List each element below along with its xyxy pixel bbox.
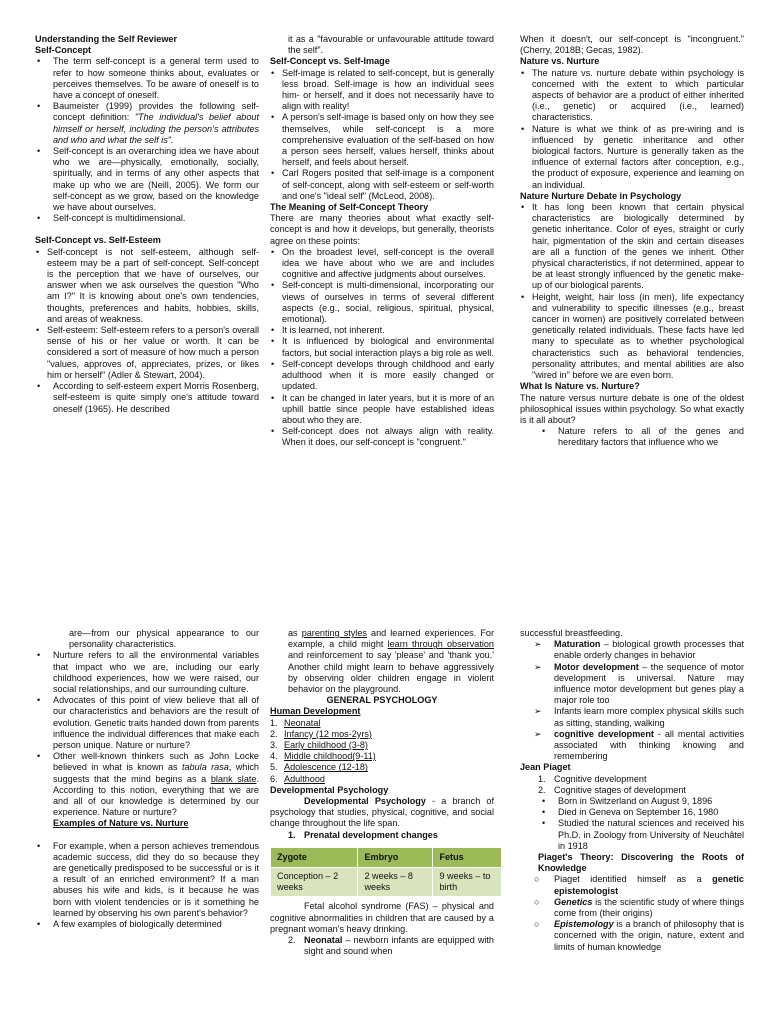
list-item: ○ Piaget identified himself as a genetic epistemologist — [520, 874, 744, 896]
list-item: • A few examples of biologically determined — [35, 919, 259, 930]
list-item: 2. Neonatal – newborn infants are equipped with sight and sound when — [270, 935, 494, 957]
table-header: Embryo — [358, 847, 433, 867]
heading-what-is: What Is Nature vs. Nurture? — [520, 381, 640, 392]
stage-link[interactable]: Infancy (12 mos-2yrs) — [284, 728, 372, 739]
list-item: 2. Cognitive stages of development — [520, 785, 744, 796]
stage-list — [270, 718, 494, 785]
top-column-3 — [520, 34, 744, 449]
list-item: • Carl Rogers posited that self-image is a component of self-concept, along with self-esteem or self-worth and one's "ideal self" (McLeod, 2008). — [270, 168, 494, 202]
stage-link[interactable]: Adulthood — [284, 773, 325, 784]
heading-developmental-psychology: Developmental Psychology — [270, 784, 389, 795]
heading-debate: Nature Nurture Debate in Psychology — [520, 190, 682, 201]
bottom-column-1 — [35, 628, 259, 930]
list-item: ➢ cognitive development - all mental activities associated with thinking knowing and remembering — [520, 729, 744, 763]
list-item: • Died in Geneva on September 16, 1980 — [520, 807, 744, 818]
heading-nature-nurture: Nature vs. Nurture — [520, 56, 600, 67]
list-item: 1. Prenatal development changes — [270, 830, 494, 841]
list-item: • Nurture refers to all the environmental variables that impact who we are, including our early childhood experiences, how we were raised, our social relationships, and our surrounding culture. — [35, 650, 259, 695]
list-item: • Self-concept is multidimensional. — [35, 213, 259, 224]
page-bottom — [0, 560, 768, 1024]
heading-self-concept: Self-Concept — [35, 45, 92, 56]
stage-item[interactable] — [270, 751, 494, 762]
list-item: • Self-concept is an overarching idea we have about who we are—physically, emotionally, socially, spiritually, and in terms of any other aspects that make up who we are (Neill, 2005). We form our self-concept as we grow, based on the knowledge we have about ourselves. — [35, 146, 259, 213]
list-item: ○ Epistemology is a branch of philosophy that is concerned with the origin, nature, extent and limits of human knowledge — [520, 919, 744, 953]
list-item: • Self-concept develops through childhood and early adulthood when it is more easily changed or updated. — [270, 359, 494, 393]
list-item: • Self-esteem: Self-esteem refers to a person's overall sense of his or her value or worth. It can be considered a sort of measure of how much a person "values, approves of, appreciates, prizes, or likes him or herself" (Adler & Stewart, 2004). — [35, 325, 259, 381]
heading-jean-piaget: Jean Piaget — [520, 762, 571, 773]
stage-item[interactable] — [270, 774, 494, 785]
blank-slate-link[interactable]: blank slate — [210, 773, 257, 784]
bottom-column-3 — [520, 628, 744, 953]
page-separator — [0, 524, 768, 560]
stage-link[interactable]: Middle childhood(9-11) — [284, 751, 376, 762]
list-item: • Baumeister (1999) provides the following self-concept definition: "The individual's belief about himself or herself, including the person's attributes and who and what the self is". — [35, 101, 259, 146]
paragraph: Fetal alcohol syndrome (FAS) – physical and cognitive abnormalities in children that are caused by a pregnant woman's heavy drinking. — [270, 901, 494, 934]
learn-through-observation-link[interactable]: learn through observation — [387, 639, 494, 650]
table-header: Zygote — [271, 847, 358, 867]
list-item: • For example, when a person achieves tremendous academic success, did they do so because they are genetically predisposed to be successful or is it a result of an enriched environment? If a man abuses his wife and kids, is it because he was born with violent tendencies or is it something he learned by observing his own parent's behavior? — [35, 841, 259, 919]
list-item: ➢ Motor development – the sequence of motor development is universal. Nature may influence motor development but genes play a major role too — [520, 662, 744, 707]
list-item: • Advocates of this point of view believe that all of our characteristics and behaviors are the result of evolution. Genetic traits handed down from parents influence the individual differences that make each person unique. Nature or nurture? — [35, 695, 259, 751]
list-item: • Self-image is related to self-concept, but is generally less broad. Self-image is how an individual sees him- or herself, and it does not necessarily have to align with reality! — [270, 68, 494, 113]
continued-text: it as a "favourable or unfavourable attitude toward the self". — [288, 34, 494, 56]
continued-text: When it doesn't, our self-concept is "incongruent." (Cherry, 2018B; Gecas, 1982). — [520, 34, 744, 56]
list-item: • Other well-known thinkers such as John Locke believed in what is known as tabula rasa, which suggests that the mind begins as a blank slate. According to this notion, everything that we are and all of our knowledge is determined by our experience. Nature or nurture? — [35, 751, 259, 818]
heading-self-esteem: Self-Concept vs. Self-Esteem — [35, 235, 161, 246]
list-item: • It has long been known that certain physical characteristics are biologically determined by genetic inheritance. Color of eyes, straight or curly hair, pigmentation of the skin and certain diseases are all a function of the genes we inherit. Other physical characteristics, if not determined, appear to be at least strongly influenced by the genetic make-up of our biological parents. — [520, 202, 744, 292]
list-item: • The term self-concept is a general term used to refer to how someone thinks about, evaluates or perceives themselves. To be aware of oneself is to have a concept of oneself. — [35, 56, 259, 101]
table-cell: 9 weeks – to birth — [433, 868, 502, 897]
table-cell: Conception – 2 weeks — [271, 868, 358, 897]
parenting-styles-link[interactable]: parenting styles — [301, 628, 367, 638]
prenatal-table — [270, 847, 502, 898]
theory-intro: There are many theories about what exactly self-concept is and how it develops, but generally, theorists agree on these points: — [270, 213, 494, 246]
list-item: • Self-concept is not self-esteem, although self-esteem may be a part of self-concept. Self-concept is the perception that we have of ourselves, our answer when we ask ourselves the question "Who am I?" It is knowing about one's own tendencies, thoughts, preferences and habits, hobbies, skills, and areas of weakness. — [35, 247, 259, 325]
document-title: Understanding the Self Reviewer — [35, 34, 177, 44]
list-item: • Born in Switzerland on August 9, 1896 — [520, 796, 744, 807]
table-cell: 2 weeks – 8 weeks — [358, 868, 433, 897]
stage-item[interactable] — [270, 729, 494, 740]
stage-item[interactable] — [270, 762, 494, 773]
top-column-2 — [270, 34, 494, 449]
heading-general-psychology: GENERAL PSYCHOLOGY — [326, 695, 438, 706]
heading-theory: The Meaning of Self-Concept Theory — [270, 202, 429, 213]
heading-examples: Examples of Nature vs. Nurture — [53, 818, 189, 829]
table-header: Fetus — [433, 847, 502, 867]
list-item: • Nature refers to all of the genes and hereditary factors that influence who we — [520, 426, 744, 448]
list-item: • Height, weight, hair loss (in men), life expectancy and vulnerability to specific illnesses (e.g., breast cancer in women) are positively correlated between genetically related individuals. These facts have led many to speculate as to whether psychological characteristics such as behavioral tendencies, personality attributes, and mental abilities are also "wired in" before we are even born. — [520, 292, 744, 382]
list-item: • It can be changed in later years, but it is more of an uphill battle since people have established ideas about who they are. — [270, 393, 494, 427]
list-item: • Studied the natural sciences and received his Ph.D. in Zoology from University of Neuchâtel in 1918 — [520, 818, 744, 852]
bottom-column-2 — [270, 628, 494, 957]
list-item: • A person's self-image is based only on how they see themselves, while self-concept is a more comprehensive evaluation of the self-based on how a person sees herself, values herself, thinks about herself, and feels about herself. — [270, 112, 494, 168]
continued-text: successful breastfeeding. — [520, 628, 623, 638]
list-item: • Self-concept does not always align with reality. When it does, our self-concept is "congruent." — [270, 426, 494, 448]
heading-self-image: Self-Concept vs. Self-Image — [270, 56, 390, 67]
list-item: • According to self-esteem expert Morris Rosenberg, self-esteem is quite simply one's attitude toward oneself (1965). He described — [35, 381, 259, 415]
paragraph: The nature versus nurture debate is one of the oldest philosophical issues within psychology. So what exactly is it all about? — [520, 392, 744, 425]
continued-text: are—from our physical appearance to our personality characteristics. — [69, 628, 259, 650]
top-column-1 — [35, 34, 259, 415]
list-item: • It is influenced by biological and environmental factors, but social interaction plays a big role as well. — [270, 336, 494, 358]
stage-item[interactable] — [270, 718, 494, 729]
heading-human-development: Human Development — [270, 706, 361, 717]
list-item: • It is learned, not inherent. — [270, 325, 494, 336]
paragraph: as parenting styles and learned experiences. For example, a child might learn through observation and reinforcement to say 'please' and 'thank you.' Another child might learn to behave aggressively by observing older children engage in violent behavior on the playground. — [288, 628, 494, 695]
list-item: • The nature vs. nurture debate within psychology is concerned with the extent to which particular aspects of behavior are a product of either inherited (i.e., genetic) or acquired (i.e., learned) characteristics. — [520, 68, 744, 124]
list-item: ➢ Infants learn more complex physical skills such as sitting, standing, walking — [520, 706, 744, 728]
list-item: • Self-concept is multi-dimensional, incorporating our views of ourselves in terms of several different aspects (e.g., social, religious, spiritual, physical, emotional). — [270, 280, 494, 325]
stage-link[interactable]: Early childhood (3-8) — [284, 740, 368, 751]
list-item: • Nature is what we think of as pre-wiring and is influenced by genetic inheritance and other biological factors. Nurture is generally taken as the influence of external factors after conception, e.g., the product of exposure, experience and learning on an individual. — [520, 124, 744, 191]
stage-item[interactable] — [270, 740, 494, 751]
heading-piaget-theory: Piaget's Theory: Discovering the Roots of Knowledge — [538, 852, 744, 874]
list-item: ➢ Maturation – biological growth processes that enable orderly changes in behavior — [520, 639, 744, 661]
list-item: ○ Genetics is the scientific study of where things come from (their origins) — [520, 897, 744, 919]
paragraph: Developmental Psychology - a branch of psychology that studies, physical, cognitive, and social change throughout the life span. — [270, 796, 494, 829]
list-item: 1. Cognitive development — [520, 774, 744, 785]
stage-link[interactable]: Neonatal — [284, 717, 321, 728]
stage-link[interactable]: Adolescence (12-18) — [284, 762, 368, 773]
list-item: • On the broadest level, self-concept is the overall idea we have about who we are and includes cognitive and affective judgments about ourselves. — [270, 247, 494, 281]
